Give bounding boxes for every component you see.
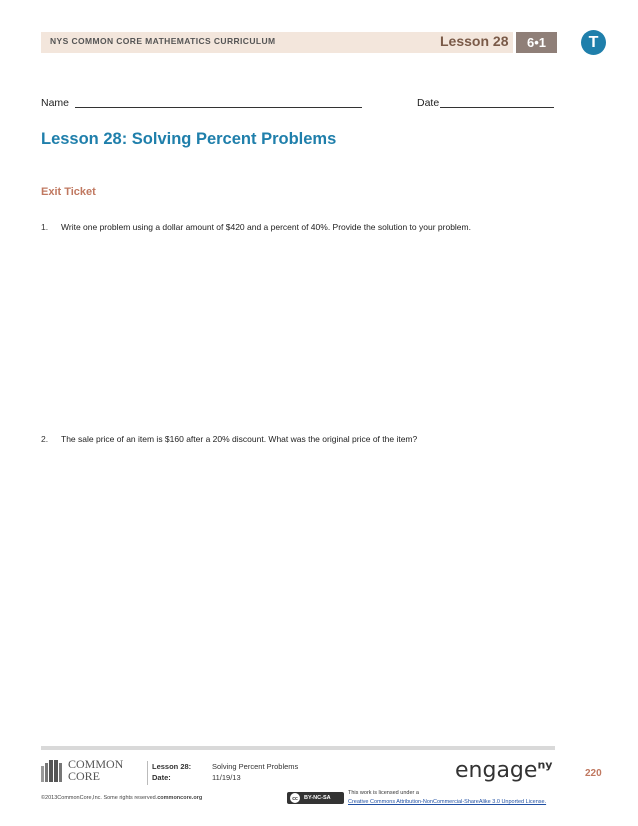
logo-bottom-text: CORE — [68, 769, 101, 783]
answer-area[interactable] — [41, 240, 555, 420]
common-core-bars-icon — [41, 760, 67, 782]
copyright: ©2013CommonCore,Inc. Some rights reserved.commoncore.org — [41, 795, 203, 801]
question-number: 2. — [41, 434, 49, 444]
question-number: 1. — [41, 222, 49, 232]
question-text: Write one problem using a dollar amount of $420 and a percent of 40%. Provide the solution to your problem. — [61, 222, 471, 232]
brand-sup: ny — [537, 758, 553, 772]
footer-date-label: Date: — [152, 773, 171, 782]
license-link[interactable]: Creative Commons Attribution-NonCommercial-ShareAlike 3.0 Unported License. — [348, 799, 547, 805]
logo-top-text: COMMON — [68, 757, 124, 771]
curriculum-label: NYS COMMON CORE MATHEMATICS CURRICULUM — [50, 36, 276, 46]
footer-lesson-value: Solving Percent Problems — [212, 762, 299, 771]
name-field[interactable] — [75, 107, 362, 108]
copyright-site: commoncore.org — [157, 795, 203, 801]
teacher-badge-icon: T — [581, 30, 606, 55]
engageny-logo — [455, 758, 552, 783]
common-core-logo — [41, 758, 141, 784]
footer-date-value: 11/19/13 — [212, 773, 241, 782]
question-text: The sale price of an item is $160 after a 20% discount. What was the original price of the item? — [61, 434, 418, 444]
cc-license-badge — [287, 792, 344, 804]
footer-lesson-label: Lesson 28: — [152, 762, 192, 771]
date-label: Date — [417, 97, 440, 109]
svg-text:cc: cc — [292, 796, 298, 802]
license-line: This work is licensed under a — [348, 790, 419, 796]
module-badge: 6•1 — [516, 32, 557, 53]
brand-text: engage — [455, 758, 538, 783]
answer-area[interactable] — [41, 452, 555, 732]
footer-rule — [41, 746, 555, 750]
cc-icon — [289, 792, 301, 804]
footer-divider — [147, 761, 148, 785]
page-title: Lesson 28: Solving Percent Problems — [41, 130, 337, 148]
name-label: Name — [41, 97, 70, 109]
license-badge-text: BY-NC-SA — [304, 795, 331, 801]
section-heading: Exit Ticket — [41, 186, 96, 198]
lesson-label: Lesson 28 — [440, 33, 509, 49]
page-number: 220 — [585, 768, 602, 779]
date-field[interactable] — [440, 107, 554, 108]
